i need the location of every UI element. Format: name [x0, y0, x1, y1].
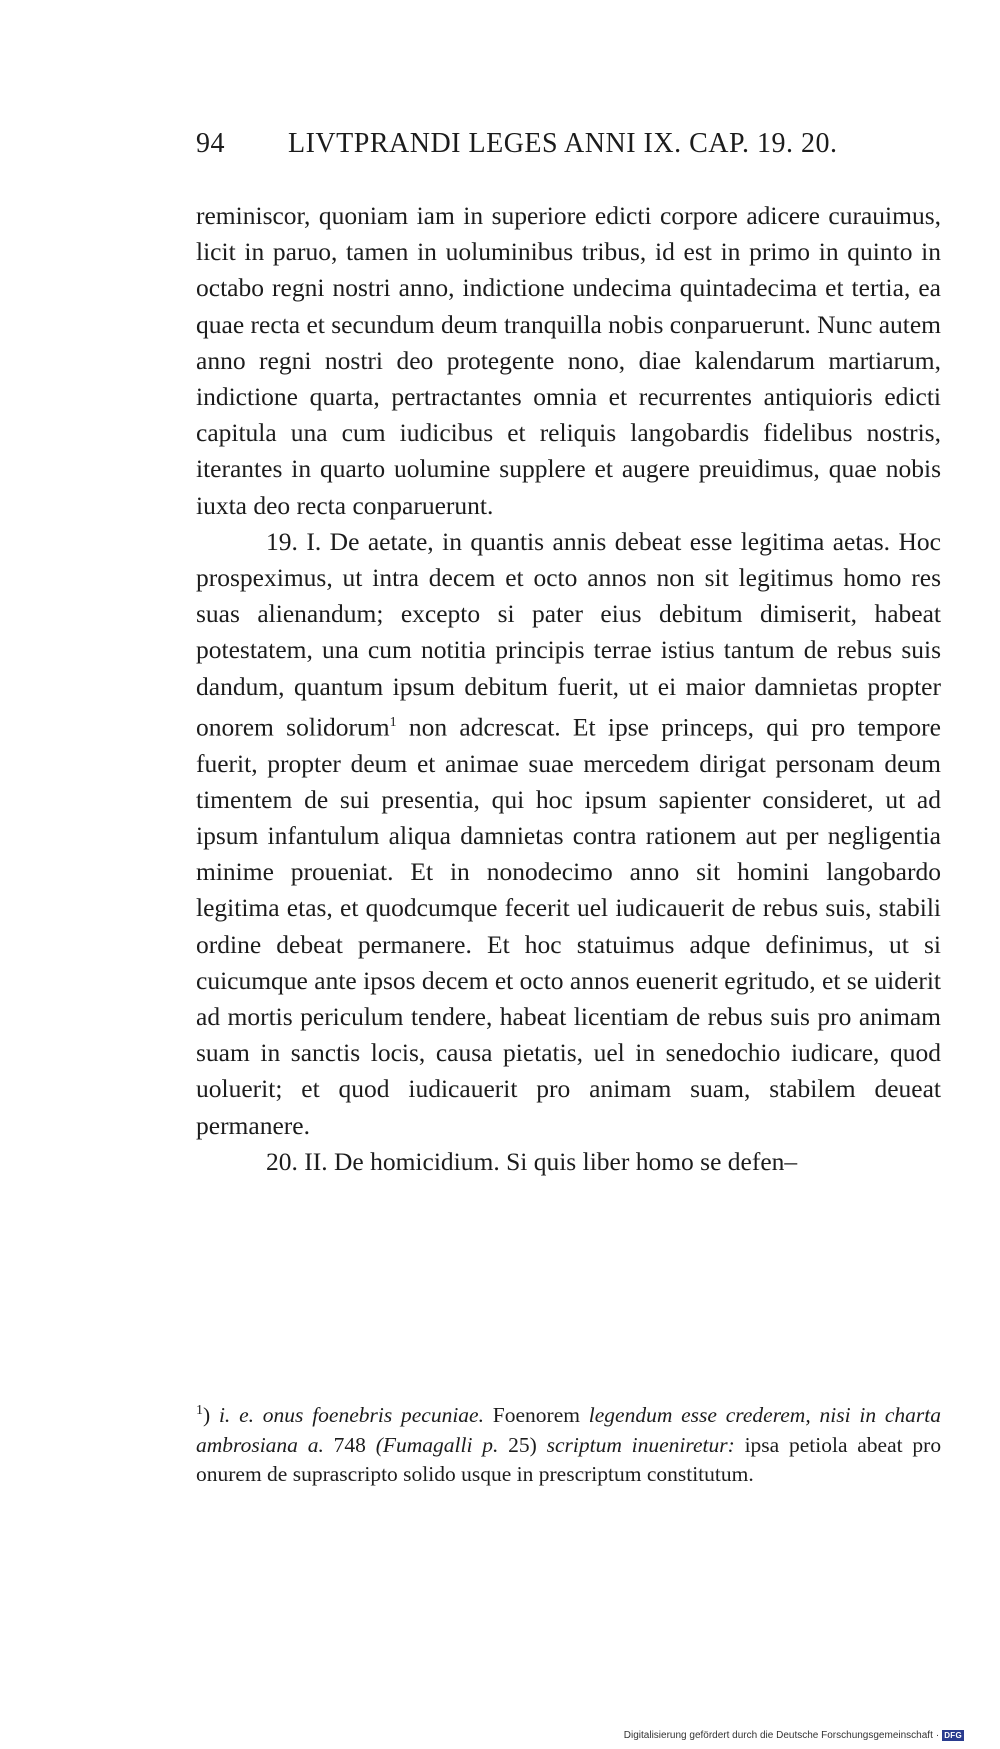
page-number: 94: [196, 128, 225, 159]
footnote-roman-d: ipsa petiola abeat pro onurem de suprascripto solido usque in prescriptum constitutum.: [196, 1432, 942, 1487]
chapter-19-text: De aetate, in quantis annis debeat esse legitima aetas. Hoc prospeximus, ut intra decem et octo annos non sit legitimus homo res suas alienandum; excepto si pater eius debitum dimiserit, habeat potestatem, una cum notitia principis terrae istius tantum de rebus suis dandum, quantum ipsum debitum fuerit, ut ei maior damnietas propter onorem solidorum: [196, 526, 941, 742]
chapter-19-label: 19. I.: [266, 526, 322, 556]
chapter-19-text-continued: non adcrescat. Et ipse princeps, qui pro tempore fuerit, propter deum et animae suae mercedem dirigat personam deum timentem de sui presentia, qui hoc ipsum sapienter consideret, ut ad ipsum infantulum aliqua damnietas contra rationem aut per negligentia minime proueniat. Et in nonodecimo anno sit homini langobardo legitima etas, et quodcumque fecerit uel iudicauerit de rebus suis, stabili ordine debeat permanere. Et hoc statuimus adque definimus, ut si cuicumque ante ipsos decem et octo annos euenerit egritudo, et se uiderit ad mortis periculum tendere, habeat licentiam de rebus suis pro animam suam in sanctis locis, causa pietatis, uel in senedochio iudicare, quod uoluerit; et quod iudicauerit pro animam suam, stabilem deueat permanere.: [196, 712, 941, 1140]
footnote-roman-b: 748: [333, 1432, 366, 1457]
chapter-20-label: 20. II.: [266, 1146, 328, 1176]
footnote-italic-d: scriptum inueniretur:: [546, 1432, 735, 1457]
page-header: [196, 128, 880, 174]
footnote-roman-a: Foenorem: [492, 1403, 580, 1428]
footnote: $^1$) i. e. onus foenebris pecuniae. Foenorem legendum esse crederem, nisi in charta ambrosiana a. 748 (Fumagalli p. 25) scriptum inueniretur: ipsa petiola abeat pro onurem de suprascripto solido usque in prescriptum constitutum.: [196, 1403, 942, 1487]
footnote-reference: 1: [389, 714, 397, 730]
footnote-italic-c: (Fumagalli p.: [375, 1432, 499, 1457]
footnote-roman-c: 25): [508, 1432, 537, 1457]
intro-paragraph: reminiscor, quoniam iam in superiore edicti corpore adicere curauimus, licit in paruo, tamen in uoluminibus tribus, id est in primo in quinto in octabo regni nostri anno, indictione undecima quintadecima et tertia, ea quae recta et secundum deum tranquilla nobis conparuerunt. Nunc autem anno regni nostri deo protegente nono, diae kalendarum martiarum, indictione quarta, pertractantes omnia et recurrentes antiquioris edicti capitula una cum iudicibus et reliquis langobardis fidelibus nostris, iterantes in quarto uolumine supplere et augere preuidimus, quae nobis iuxta deo recta conparuerunt.: [196, 201, 941, 520]
credit-text: Digitalisierung gefördert durch die Deutsche Forschungsgemeinschaft: [623, 1730, 933, 1741]
running-title: LIVTPRANDI LEGES ANNI IX. CAP. 19. 20.: [288, 128, 838, 159]
footnote-marker: 1: [196, 1403, 203, 1418]
dfg-logo: DFG: [944, 1731, 962, 1740]
chapter-20-paragraph: [196, 1144, 941, 1180]
chapter-20-text: De homicidium. Si quis liber homo se defen–: [333, 1146, 798, 1176]
main-text: [196, 198, 941, 1180]
footnote-italic-a: i. e. onus foenebris pecuniae.: [218, 1403, 484, 1428]
chapter-19-paragraph: [196, 524, 941, 1144]
footnote-italic-b: legendum esse crederem, nisi in charta ambrosiana a.: [196, 1403, 941, 1457]
digitization-credit: Digitalisierung gefördert durch die Deutsche Forschungsgemeinschaft · DFG: [623, 1730, 962, 1741]
